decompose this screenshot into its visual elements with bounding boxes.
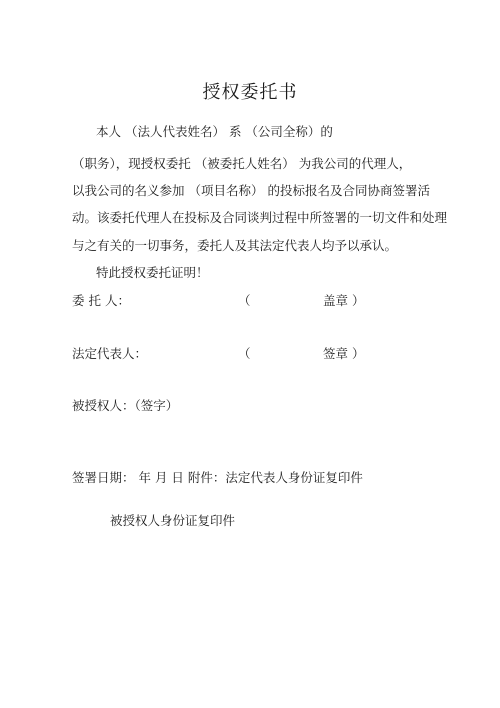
body-line-3: 以我公司的名义参加 （项目名称） 的投标报名及合同协商签署活: [72, 183, 430, 198]
agent-signature-label: 被授权人：（签字）: [72, 398, 179, 413]
certification-line: 特此授权委托证明！: [96, 265, 209, 280]
attachment-agent-id: 被授权人身份证复印件: [110, 513, 236, 528]
document-title: 授权委托书: [202, 82, 298, 103]
client-open-paren: （: [238, 293, 251, 308]
body-line-5: 与之有关的一切事务，委托人及其法定代表人均予以承认。: [72, 238, 398, 253]
legal-rep-open-paren: （: [238, 346, 251, 361]
signing-date-line: 签署日期： 年 月 日 附件：法定代表人身份证复印件: [72, 470, 363, 485]
body-line-4: 动。该委托代理人在投标及合同谈判过程中所签署的一切文件和处理: [72, 210, 448, 225]
body-line-2: （职务），现授权委托 （被委托人姓名） 为我公司的代理人，: [72, 156, 412, 171]
legal-rep-label: 法定代表人：: [72, 346, 148, 361]
legal-rep-seal: 签章 ）: [323, 346, 365, 361]
client-label: 委 托 人：: [72, 293, 130, 308]
body-line-1: 本人 （法人代表姓名） 系 （公司全称）的: [96, 124, 333, 139]
client-seal: 盖章 ）: [323, 293, 365, 308]
